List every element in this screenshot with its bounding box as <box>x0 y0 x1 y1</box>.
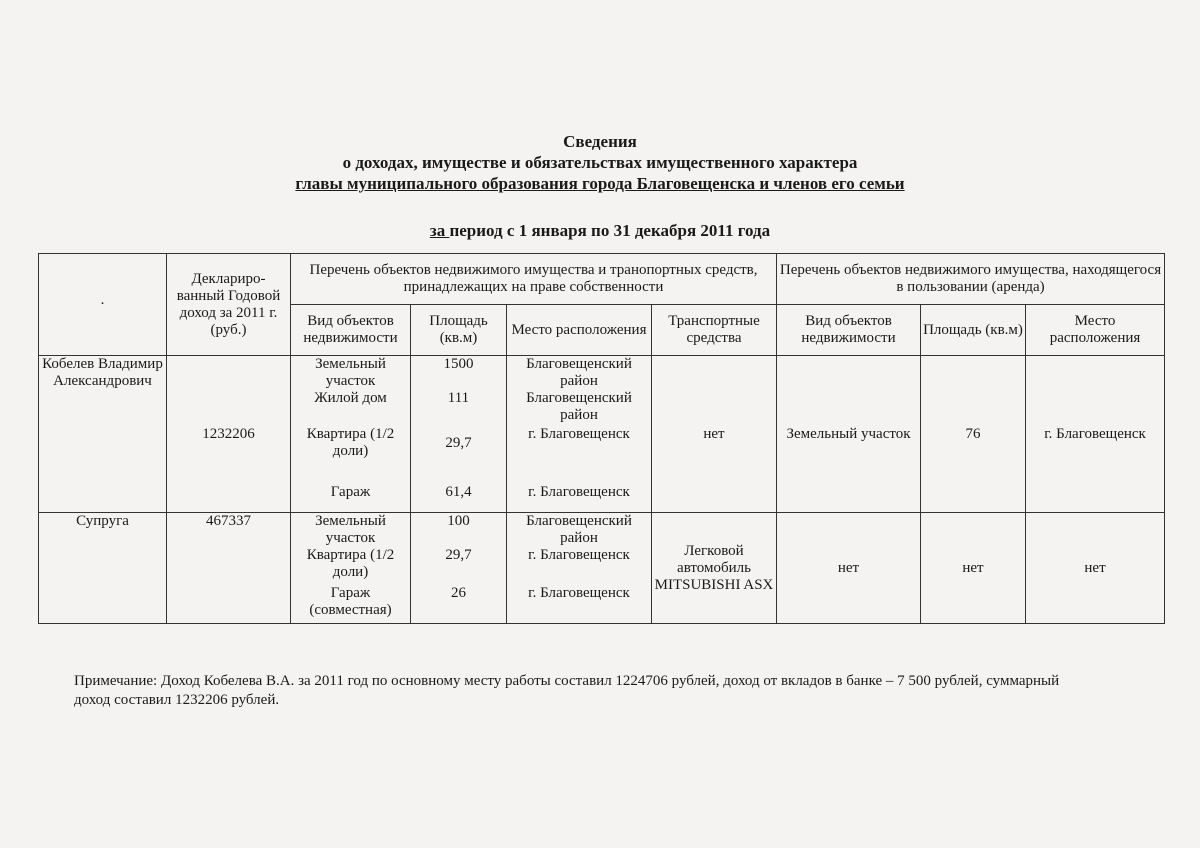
owned-location: Благовещенский район <box>526 513 632 546</box>
header-used-type: Вид объектов недвижимости <box>777 305 921 356</box>
header-name: · <box>39 254 167 356</box>
owned-location: г. Благовещенск <box>528 484 630 500</box>
header-vehicles: Транспортные средства <box>652 305 777 356</box>
owned-type: Квартира (1/2 доли) <box>306 547 395 580</box>
owned-area: 111 <box>447 390 470 406</box>
vehicles-value: нет <box>652 356 777 513</box>
used-area-value: 76 <box>921 356 1026 513</box>
income-value: 467337 <box>167 513 291 624</box>
owned-area: 100 <box>447 513 470 529</box>
owned-type-cell <box>291 513 411 624</box>
owned-area-cell <box>411 356 507 513</box>
header-owned-type: Вид объектов недвижимости <box>291 305 411 356</box>
owned-location-cell <box>507 356 652 513</box>
used-type-value: Земельный участок <box>777 356 921 513</box>
table-row <box>39 356 1165 513</box>
header-owned-area: Площадь (кв.м) <box>411 305 507 356</box>
income-value: 1232206 <box>167 356 291 513</box>
owned-location: г. Благовещенск <box>528 426 630 442</box>
owned-area: 26 <box>451 585 466 601</box>
owned-location-cell <box>507 513 652 624</box>
period-text: период с 1 января по 31 декабря 2011 года <box>449 221 771 240</box>
owned-location: г. Благовещенск <box>528 585 630 601</box>
owned-type: Жилой дом <box>314 390 387 406</box>
used-location-value: нет <box>1026 513 1165 624</box>
owned-type: Гараж <box>330 484 371 500</box>
header-income: Деклариро-ванный Годовой доход за 2011 г. (руб.) <box>167 254 291 356</box>
owned-area: 1500 <box>443 356 474 372</box>
used-area-value: нет <box>921 513 1026 624</box>
title-line-3: главы муниципального образования города Благовещенска и членов его семьи <box>295 174 905 193</box>
owned-type: Гараж (совместная) <box>309 585 392 618</box>
header-used-group: Перечень объектов недвижимого имущества, находящегося в пользовании (аренда) <box>777 254 1165 305</box>
period-line <box>0 220 1200 241</box>
declaration-table <box>38 253 1165 624</box>
owned-location: Благовещенский район <box>526 356 632 389</box>
header-used-area: Площадь (кв.м) <box>921 305 1026 356</box>
vehicles-value: Легковой автомобиль MITSUBISHI ASX <box>652 513 777 624</box>
used-type-value: нет <box>777 513 921 624</box>
header-used-location: Место расположения <box>1026 305 1165 356</box>
used-location-value: г. Благовещенск <box>1026 356 1165 513</box>
person-name: Супруга <box>39 513 167 624</box>
owned-area: 29,7 <box>445 547 472 563</box>
owned-type-cell <box>291 356 411 513</box>
owned-type: Земельный участок <box>315 356 386 389</box>
owned-area: 61,4 <box>445 484 472 500</box>
owned-location: Благовещенский район <box>526 390 632 423</box>
person-name: Кобелев Владимир Александрович <box>39 356 167 513</box>
title-line-2: о доходах, имуществе и обязательствах имущественного характера <box>342 153 858 172</box>
owned-location: г. Благовещенск <box>528 547 630 563</box>
header-owned-location: Место расположения <box>507 305 652 356</box>
header-row-1 <box>39 254 1165 305</box>
owned-type: Земельный участок <box>315 513 386 546</box>
owned-area-cell <box>411 513 507 624</box>
table-row <box>39 513 1165 624</box>
footnote: Примечание: Доход Кобелева В.А. за 2011 год по основному месту работы составил 1224706 рублей, доход от вкладов в банке – 7 500 рублей, суммарный доход составил 1232206 рублей. <box>74 673 1060 708</box>
owned-type: Квартира (1/2 доли) <box>306 426 395 459</box>
title-line-1: Сведения <box>563 132 637 151</box>
period-prefix: за <box>429 221 450 240</box>
owned-area: 29,7 <box>445 435 472 451</box>
header-owned-group: Перечень объектов недвижимого имущества и транопортных средств, принадлежащих на праве собственности <box>291 254 777 305</box>
